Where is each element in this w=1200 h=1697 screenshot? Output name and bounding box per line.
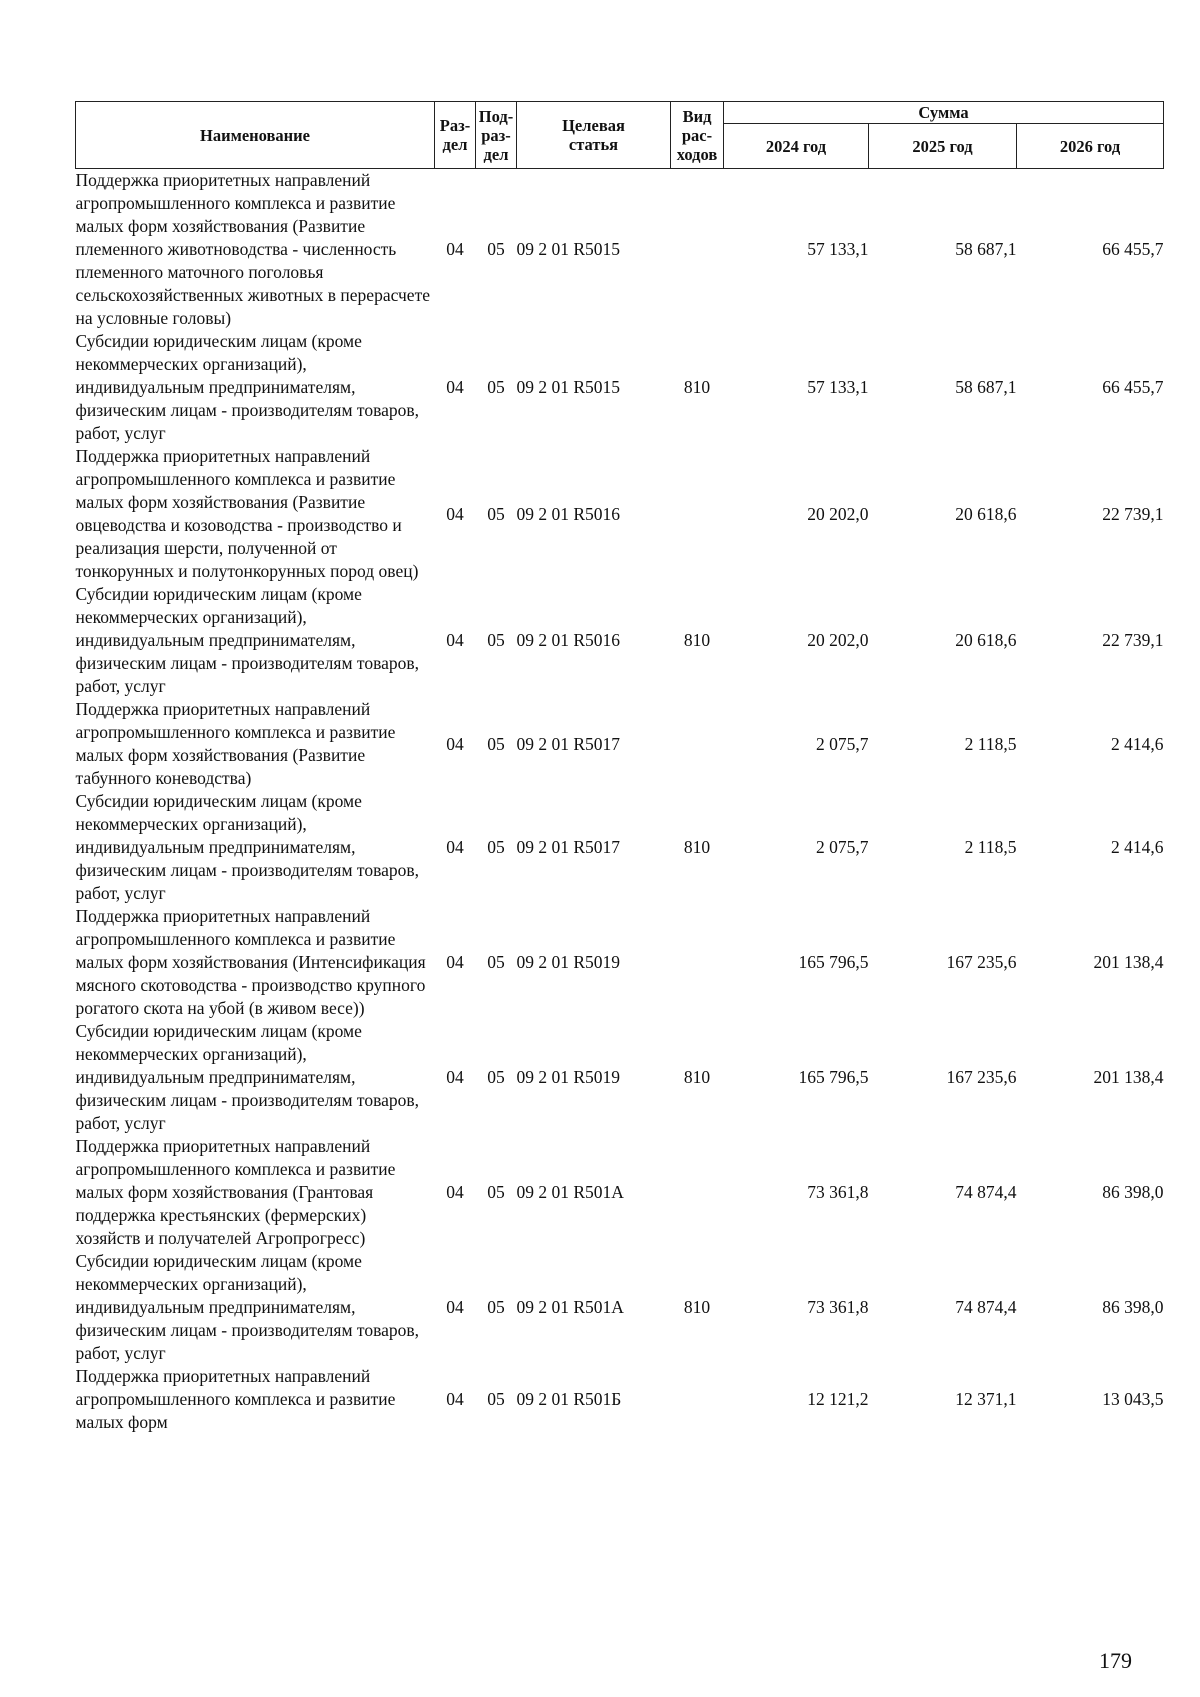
row-target-article: 09 2 01 R5016 (516, 503, 621, 524)
row-sum-2024: 12 121,2 (807, 1389, 869, 1409)
row-sum-2026: 22 739,1 (1102, 630, 1164, 650)
row-expense-type (671, 169, 724, 331)
header-name: Наименование (76, 102, 435, 169)
table-row (76, 790, 1164, 905)
header-target-article: Целевая статья (517, 102, 671, 169)
row-target-article: 09 2 01 R5017 (516, 837, 621, 857)
row-sum-2026: 66 455,7 (1102, 239, 1164, 259)
row-subsection: 05 (487, 1297, 505, 1317)
table-row (76, 698, 1164, 790)
row-name: Субсидии юридическим лицам (кроме некоммерческих организаций), индивидуальным предпринимателям, физическим лицам - производителям товаров, работ, услуг (75, 1251, 420, 1363)
row-subsection: 05 (487, 239, 505, 259)
row-sum-2024: 57 133,1 (807, 239, 869, 259)
row-section: 04 (446, 503, 464, 524)
row-target-article: 09 2 01 R501А (516, 1182, 624, 1202)
row-sum-2025: 58 687,1 (955, 239, 1017, 259)
row-subsection: 05 (487, 1182, 505, 1202)
row-sum-2025: 74 874,4 (955, 1297, 1017, 1317)
row-sum-2024: 165 796,5 (798, 952, 869, 972)
row-sum-2024: 20 202,0 (807, 630, 869, 650)
row-sum-2025: 167 235,6 (946, 1067, 1017, 1087)
row-sum-2026: 201 138,4 (1093, 952, 1164, 972)
row-target-article: 09 2 01 R5019 (516, 952, 621, 972)
row-subsection: 05 (487, 733, 505, 754)
row-target-article: 09 2 01 R5019 (516, 1067, 621, 1087)
row-sum-2026: 86 398,0 (1102, 1297, 1164, 1317)
row-sum-2025: 20 618,6 (955, 503, 1017, 524)
row-section: 04 (446, 952, 464, 972)
header-year-2024: 2024 год (724, 124, 869, 169)
row-subsection: 05 (487, 377, 505, 397)
row-expense-type (671, 445, 724, 583)
table-header (76, 102, 1164, 169)
row-sum-2024: 165 796,5 (798, 1067, 869, 1087)
row-expense-type (671, 698, 724, 790)
row-sum-2026: 66 455,7 (1102, 377, 1164, 397)
row-name: Субсидии юридическим лицам (кроме некоммерческих организаций), индивидуальным предпринимателям, физическим лицам - производителям товаров, работ, услуг (75, 331, 420, 443)
row-sum-2025: 2 118,5 (964, 837, 1017, 857)
row-sum-2025: 74 874,4 (955, 1182, 1017, 1202)
header-sum: Сумма (724, 102, 1164, 124)
row-name: Поддержка приоритетных направлений агропромышленного комплекса и развитие малых форм хозяйствования (Развитие табунного коневодства) (75, 699, 396, 788)
row-sum-2024: 2 075,7 (816, 733, 869, 754)
row-section: 04 (446, 1297, 464, 1317)
row-sum-2026: 2 414,6 (1111, 837, 1164, 857)
row-name: Субсидии юридическим лицам (кроме некоммерческих организаций), индивидуальным предпринимателям, физическим лицам - производителям товаров, работ, услуг (75, 584, 420, 696)
row-sum-2024: 2 075,7 (816, 837, 869, 857)
row-target-article: 09 2 01 R5016 (516, 630, 621, 650)
row-sum-2026: 2 414,6 (1111, 733, 1164, 754)
row-sum-2025: 58 687,1 (955, 377, 1017, 397)
row-target-article: 09 2 01 R5017 (516, 733, 621, 754)
row-sum-2026: 13 043,5 (1102, 1389, 1164, 1409)
row-sum-2026: 201 138,4 (1093, 1067, 1164, 1087)
table-row (76, 905, 1164, 1020)
row-target-article: 09 2 01 R501А (516, 1297, 624, 1317)
row-section: 04 (446, 239, 464, 259)
table-row (76, 1135, 1164, 1250)
table-row (76, 445, 1164, 583)
row-sum-2026: 22 739,1 (1102, 503, 1164, 524)
table-body (76, 169, 1164, 1435)
row-section: 04 (446, 733, 464, 754)
header-section: Раз- дел (435, 102, 476, 169)
row-name: Поддержка приоритетных направлений агропромышленного комплекса и развитие малых форм хозяйствования (Развитие овцеводства и козоводства - производство и реализация шерсти, полученной от тонкорунных и полутонкорунных пород овец) (75, 446, 419, 581)
row-section: 04 (446, 377, 464, 397)
row-expense-type: 810 (683, 837, 711, 857)
row-subsection: 05 (487, 952, 505, 972)
row-name: Поддержка приоритетных направлений агропромышленного комплекса и развитие малых форм хозяйствования (Грантовая поддержка крестьянских (фермерских) хозяйств и получателей Агропрогресс) (75, 1136, 396, 1248)
row-sum-2025: 167 235,6 (946, 952, 1017, 972)
row-subsection: 05 (487, 503, 505, 524)
header-subsection: Под- раз- дел (476, 102, 517, 169)
row-section: 04 (446, 630, 464, 650)
header-year-2025: 2025 год (869, 124, 1017, 169)
row-name: Субсидии юридическим лицам (кроме некоммерческих организаций), индивидуальным предпринимателям, физическим лицам - производителям товаров, работ, услуг (75, 791, 420, 903)
row-sum-2024: 73 361,8 (807, 1297, 869, 1317)
row-expense-type (671, 905, 724, 1020)
row-sum-2025: 12 371,1 (955, 1389, 1017, 1409)
table-row (76, 1020, 1164, 1135)
table-row (76, 330, 1164, 445)
row-expense-type (671, 1365, 724, 1434)
row-sum-2025: 20 618,6 (955, 630, 1017, 650)
row-subsection: 05 (487, 1389, 505, 1409)
row-sum-2024: 57 133,1 (807, 377, 869, 397)
row-expense-type: 810 (683, 1067, 711, 1087)
table-row (76, 169, 1164, 331)
row-target-article: 09 2 01 R501Б (516, 1389, 622, 1409)
row-section: 04 (446, 837, 464, 857)
row-subsection: 05 (487, 1067, 505, 1087)
row-subsection: 05 (487, 837, 505, 857)
row-sum-2024: 20 202,0 (807, 503, 869, 524)
header-year-2026: 2026 год (1017, 124, 1164, 169)
row-sum-2025: 2 118,5 (964, 733, 1017, 754)
row-name: Поддержка приоритетных направлений агропромышленного комплекса и развитие малых форм (75, 1366, 396, 1432)
row-target-article: 09 2 01 R5015 (516, 239, 621, 259)
row-target-article: 09 2 01 R5015 (516, 377, 621, 397)
row-subsection: 05 (487, 630, 505, 650)
row-section: 04 (446, 1067, 464, 1087)
page-number: 179 (1099, 1648, 1132, 1673)
row-expense-type: 810 (683, 630, 711, 650)
row-sum-2026: 86 398,0 (1102, 1182, 1164, 1202)
row-expense-type: 810 (683, 1297, 711, 1317)
header-expense-type: Вид рас- ходов (671, 102, 724, 169)
table-row (76, 1365, 1164, 1434)
row-expense-type (671, 1135, 724, 1250)
row-expense-type: 810 (683, 377, 711, 397)
row-name: Субсидии юридическим лицам (кроме некоммерческих организаций), индивидуальным предпринимателям, физическим лицам - производителям товаров, работ, услуг (75, 1021, 420, 1133)
budget-table (75, 101, 1164, 1434)
table-row (76, 583, 1164, 698)
row-section: 04 (446, 1389, 464, 1409)
table-row (76, 1250, 1164, 1365)
row-sum-2024: 73 361,8 (807, 1182, 869, 1202)
row-name: Поддержка приоритетных направлений агропромышленного комплекса и развитие малых форм хозяйствования (Развитие племенного животноводства - численность племенного маточного поголовья сельскохозяйственных животных в перерасчете на условные головы) (75, 170, 430, 328)
row-name: Поддержка приоритетных направлений агропромышленного комплекса и развитие малых форм хозяйствования (Интенсификация мясного скотоводства - производство крупного рогатого скота на убой (в живом весе)) (75, 906, 426, 1018)
row-section: 04 (446, 1182, 464, 1202)
